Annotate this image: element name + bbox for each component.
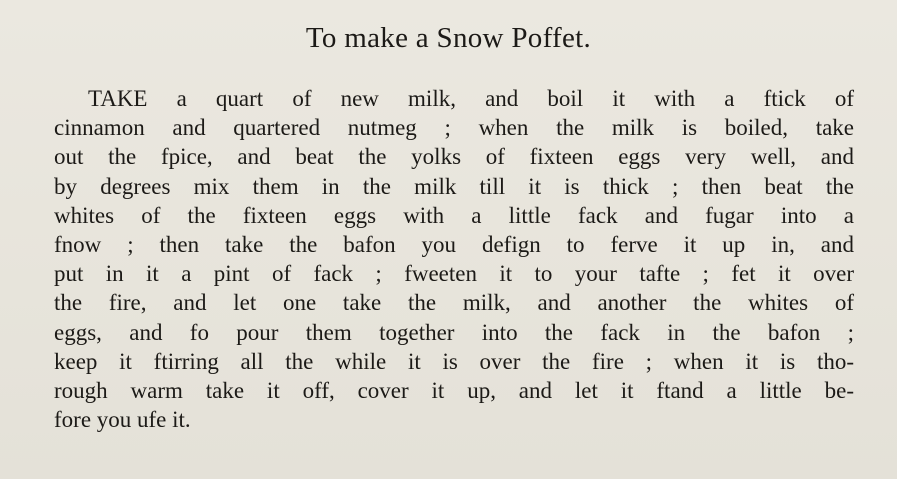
recipe-line: rough warm take it off, cover it up, and let it ftand a little be- bbox=[54, 377, 854, 403]
recipe-line: TAKE a quart of new milk, and boil it with a ftick of bbox=[88, 86, 854, 111]
recipe-line: whites of the fixteen eggs with a little fack and fugar into a bbox=[54, 202, 854, 228]
recipe-line: keep it ftirring all the while it is over the fire ; when it is tho- bbox=[54, 348, 854, 374]
recipe-title: To make a Snow Poffet. bbox=[305, 22, 592, 54]
recipe-body bbox=[54, 84, 854, 434]
recipe-line: fnow ; then take the bafon you defign to ferve it up in, and bbox=[54, 231, 854, 257]
recipe-line: cinnamon and quartered nutmeg ; when the milk is boiled, take bbox=[54, 115, 854, 141]
recipe-line: the fire, and let one take the milk, and another the whites of bbox=[54, 290, 854, 316]
recipe-line: by degrees mix them in the milk till it is thick ; then beat the bbox=[54, 173, 854, 199]
recipe-line: out the fpice, and beat the yolks of fixteen eggs very well, and bbox=[54, 144, 854, 170]
recipe-line: put in it a pint of fack ; fweeten it to your tafte ; fet it over bbox=[54, 261, 854, 287]
recipe-line: eggs, and fo pour them together into the fack in the bafon ; bbox=[54, 319, 854, 345]
recipe-line: fore you ufe it. bbox=[54, 407, 191, 433]
